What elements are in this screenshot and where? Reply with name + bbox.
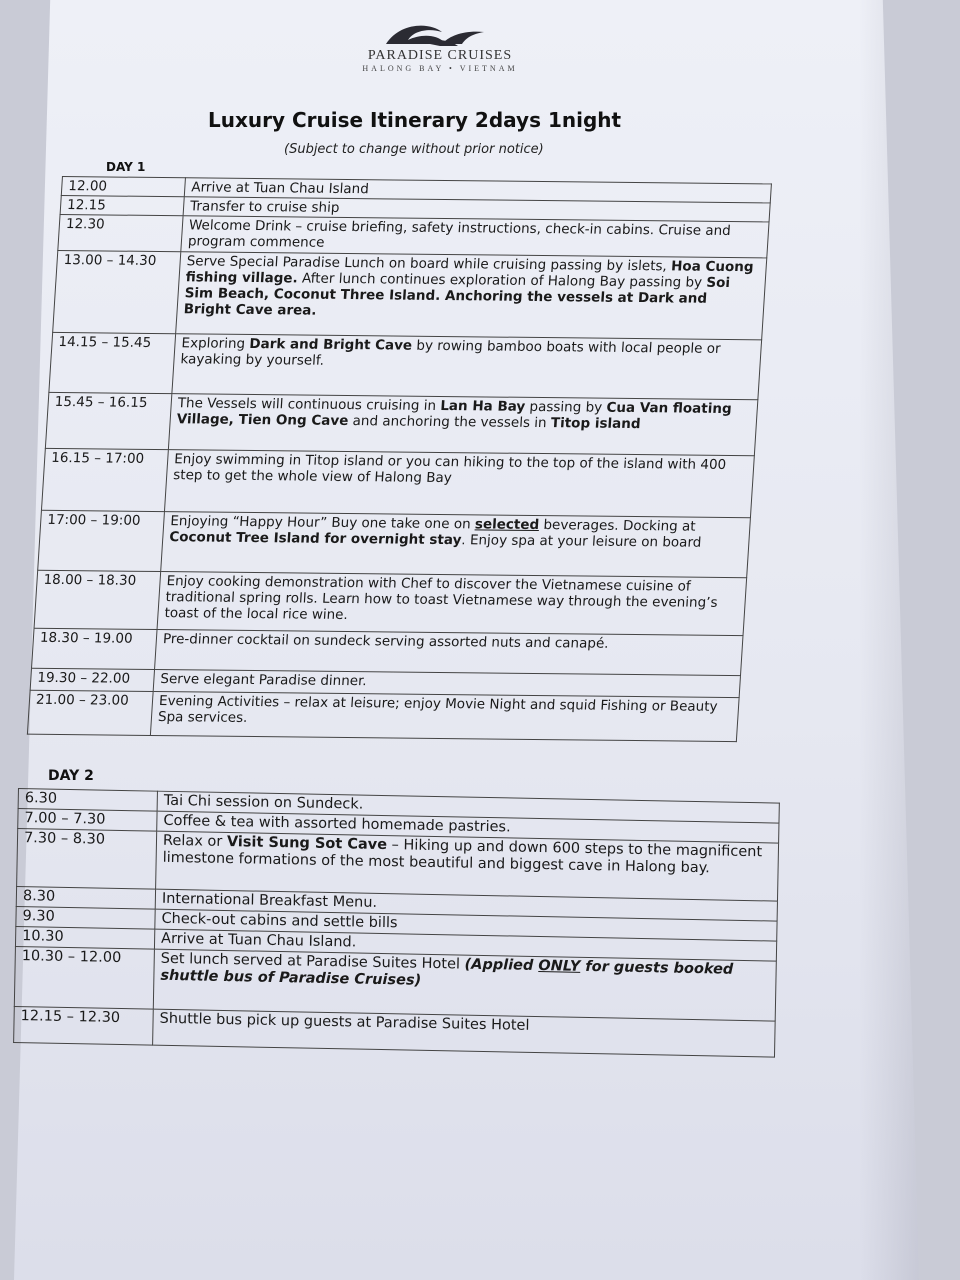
bold-text: Coconut Tree Island for overnight stay [168, 529, 462, 549]
text-span: The Vessels will continuous cruising in [177, 395, 441, 414]
brand-name: PARADISE CRUISES [367, 48, 513, 63]
text-span: passing by [524, 398, 607, 416]
time-cell: 6.30 [18, 789, 157, 812]
table-row [49, 332, 762, 399]
time-cell: 10.30 – 12.00 [14, 946, 154, 1009]
page-subtitle: (Subject to change without prior notice) [284, 142, 544, 157]
text-span: After lunch continues exploration of Halong Bay passing by [297, 270, 707, 291]
table-row [27, 690, 739, 741]
text-span: and anchoring the vessels in [347, 413, 552, 432]
text-span: . Enjoy spa at your leisure on board [460, 532, 702, 551]
bold-text: Titop island [550, 415, 642, 433]
time-cell: 17:00 – 19:00 [38, 510, 165, 571]
table-row [38, 510, 751, 577]
time-cell: 12.30 [58, 214, 183, 251]
activity-cell: Check-out cabins and settle bills [155, 909, 777, 941]
time-cell: 10.30 [15, 926, 154, 949]
time-cell: 7.00 – 7.30 [18, 809, 157, 832]
time-cell: 21.00 – 23.00 [27, 690, 153, 735]
activity-cell [172, 334, 762, 400]
activity-cell: Welcome Drink – cruise briefing, safety instructions, check-in cabins. Cruise and program commence [181, 216, 769, 258]
brand-logo [340, 18, 540, 73]
text-span: beverages. Docking at [538, 517, 697, 535]
text-span: – Hiking up and down 600 steps to the magnificent limestone formations of the most beautiful and biggest cave in Halong bay. [162, 837, 763, 877]
bold-italic-text: (Applied [464, 956, 539, 975]
text-span: by rowing bamboo boats with local people or kayaking by yourself. [180, 337, 722, 369]
activity-cell: Tai Chi session on Sundeck. [157, 791, 779, 823]
activity-cell: Serve elegant Paradise dinner. [153, 669, 740, 697]
time-cell: 18.00 – 18.30 [34, 570, 161, 629]
time-cell: 15.45 – 16.15 [45, 392, 172, 449]
text-span: Relax or [162, 832, 228, 851]
paper-shadow [859, 0, 919, 1280]
time-cell: 19.30 – 22.00 [30, 668, 154, 691]
time-cell: 18.30 – 19.00 [32, 628, 158, 669]
activity-cell [161, 512, 751, 578]
table-row [53, 250, 767, 339]
table-row [45, 392, 757, 455]
day1-itinerary-table [27, 176, 772, 742]
time-cell: 14.15 – 15.45 [49, 332, 176, 393]
time-cell: 9.30 [16, 906, 155, 929]
time-cell: 8.30 [16, 886, 155, 909]
bold-text: Hoa Cuong fishing village. [185, 258, 755, 287]
activity-cell: International Breakfast Menu. [155, 889, 777, 921]
underlined-text: selected [474, 516, 540, 534]
text-span: Enjoying “Happy Hour” Buy one take one on [169, 513, 476, 533]
activity-cell: Shuttle bus pick up guests at Paradise Suites Hotel [153, 1009, 776, 1057]
activity-cell [168, 394, 757, 456]
bold-text: Soi Sim Beach, Coconut Three Island. Anchoring the vessels at Dark and Bright Cave area. [183, 274, 731, 319]
activity-cell: Evening Activities – relax at leisure; enjoy Movie Night and squid Fishing or Beauty Spa services. [150, 691, 739, 741]
activity-cell: Enjoy swimming in Titop island or you can hiking to the top of the island with 400 step to get the whole view of Halong Bay [164, 450, 754, 518]
table-row [34, 570, 747, 635]
text-span: Set lunch served at Paradise Suites Hotel [160, 950, 465, 973]
time-cell: 12.15 – 12.30 [14, 1006, 154, 1045]
time-cell: 7.30 – 8.30 [17, 829, 157, 890]
brand-location: HALONG BAY • VIETNAM [362, 64, 518, 73]
activity-cell: Transfer to cruise ship [183, 197, 770, 222]
activity-cell [176, 252, 767, 340]
day2-itinerary-table [13, 788, 780, 1058]
text-span: Serve Special Paradise Lunch on board while cruising passing by islets, [186, 253, 672, 275]
wave-logo-icon [380, 18, 500, 52]
time-cell: 13.00 – 14.30 [53, 250, 181, 333]
text-span: Exploring [181, 335, 250, 352]
bold-text: Visit Sung Sot Cave [226, 834, 388, 854]
day1-label: DAY 1 [106, 160, 146, 174]
page-title: Luxury Cruise Itinerary 2days 1night [208, 108, 622, 132]
underlined-text: ONLY [538, 958, 581, 975]
activity-cell: Coffee & tea with assorted homemade pastries. [157, 811, 779, 843]
activity-cell: Enjoy cooking demonstration with Chef to discover the Vietnamese cuisine of traditional spring rolls. Learn how to toast Vietnamese way through the evening’s toast of the local rice wine. [157, 572, 747, 636]
day2-label: DAY 2 [48, 768, 94, 784]
bold-text: Lan Ha Bay [439, 397, 526, 415]
activity-cell: Pre-dinner cocktail on sundeck serving assorted nuts and canapé. [155, 630, 743, 676]
time-cell: 12.00 [61, 177, 185, 197]
time-cell: 16.15 – 17:00 [41, 448, 168, 511]
bold-text: Dark and Bright Cave [248, 335, 413, 354]
bold-text: Cua Van floating Village, Tien Ong Cave [176, 399, 733, 430]
bold-italic-text: for guests booked shuttle bus of Paradise Cruises) [160, 958, 734, 989]
activity-cell: Arrive at Tuan Chau Island [184, 178, 771, 203]
time-cell: 12.15 [60, 195, 184, 215]
table-row [41, 448, 754, 517]
activity-cell: Arrive at Tuan Chau Island. [154, 929, 776, 961]
